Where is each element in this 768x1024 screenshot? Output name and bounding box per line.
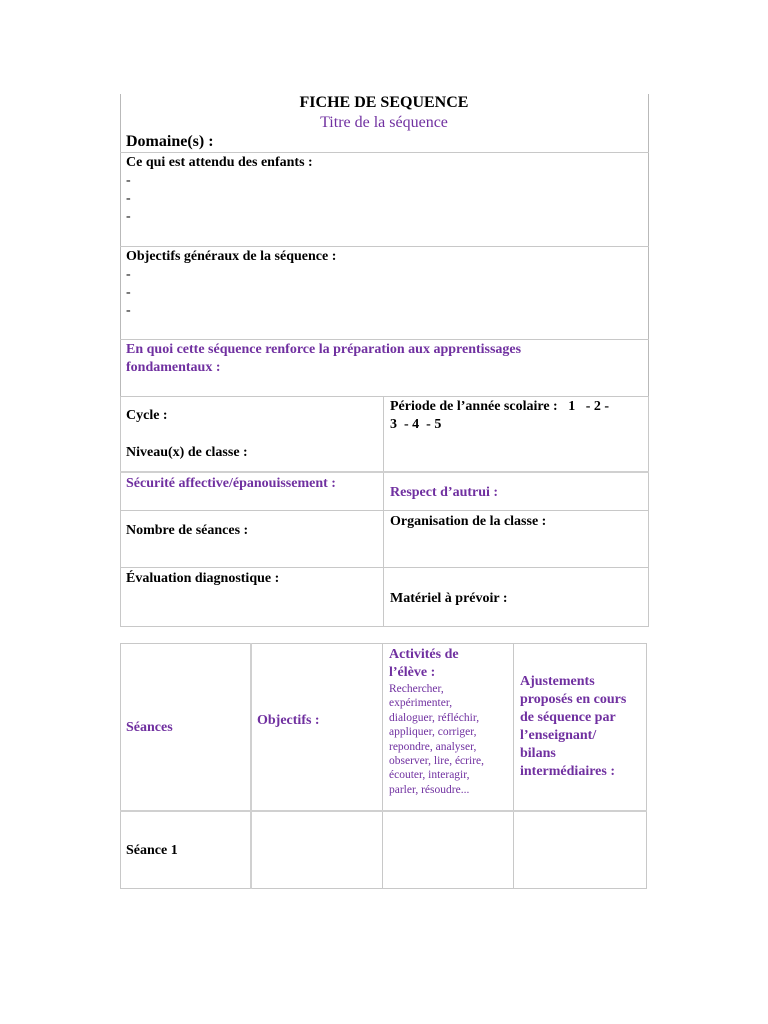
activite-item: appliquer, corriger, — [389, 726, 477, 739]
divider — [120, 152, 649, 153]
page-title: FICHE DE SEQUENCE — [299, 94, 469, 111]
col-header-ajustements — [520, 673, 644, 781]
periode-label: Période de l’année scolaire : 1 - 2 - — [390, 399, 610, 414]
col-header-seances: Séances — [126, 720, 173, 735]
frame-left-border — [120, 94, 121, 396]
activite-item: Rechercher, — [389, 683, 444, 695]
divider — [120, 339, 649, 340]
materiel-label: Matériel à prévoir : — [390, 591, 508, 606]
attendu-item: - — [126, 209, 131, 224]
ajustements-line: Ajustements — [520, 674, 595, 689]
ajustements-line: l’enseignant/ — [520, 728, 597, 743]
niveau-label: Niveau(x) de classe : — [126, 445, 248, 460]
activite-item: parler, résoudre... — [389, 783, 470, 796]
sequence-title: Titre de la séquence — [320, 114, 448, 131]
periode-values: 3 - 4 - 5 — [390, 417, 442, 432]
securite-label: Sécurité affective/épanouissement : — [126, 476, 336, 491]
ajustements-line: intermédiaires : — [520, 764, 615, 779]
cycle-label: Cycle : — [126, 408, 168, 423]
attendu-item: - — [126, 191, 131, 206]
activite-item: dialoguer, réfléchir, — [389, 711, 480, 724]
activite-item: observer, lire, écrire, — [389, 755, 484, 768]
frame-right-border — [648, 94, 649, 396]
domaine-label: Domaine(s) : — [126, 133, 214, 150]
renforce-label: En quoi cette séquence renforce la préparation aux apprentissages — [126, 342, 522, 357]
col-header-activites-cont: l’élève : — [389, 665, 436, 680]
divider — [120, 246, 649, 247]
objectifs-item: - — [126, 285, 131, 300]
seance-1-label: Séance 1 — [126, 843, 178, 858]
activite-item: expérimenter, — [389, 697, 453, 710]
evaluation-label: Évaluation diagnostique : — [126, 571, 280, 586]
col-header-activites: Activités de — [389, 647, 459, 662]
renforce-label-cont: fondamentaux : — [126, 360, 221, 375]
objectifs-item: - — [126, 303, 131, 318]
grid-divider-h — [120, 567, 649, 568]
activite-item: écouter, interagir, — [389, 769, 470, 782]
objectifs-item: - — [126, 267, 131, 282]
activite-item: repondre, analyser, — [389, 740, 477, 753]
ajustements-line: de séquence par — [520, 710, 616, 725]
info-grid — [120, 396, 649, 627]
objectifs-label: Objectifs généraux de la séquence : — [126, 249, 337, 264]
activites-list — [389, 682, 511, 797]
table-col-divider — [513, 643, 514, 889]
respect-label: Respect d’autrui : — [390, 485, 499, 500]
organisation-label: Organisation de la classe : — [390, 514, 547, 529]
grid-divider-v — [383, 396, 384, 627]
ajustements-line: proposés en cours — [520, 692, 627, 707]
col-header-objectifs: Objectifs : — [257, 713, 320, 728]
attendu-item: - — [126, 173, 131, 188]
grid-divider-h — [120, 510, 649, 511]
nombre-seances-label: Nombre de séances : — [126, 523, 249, 538]
table-col-divider — [250, 643, 252, 889]
table-row-divider — [120, 810, 647, 812]
table-col-divider — [382, 643, 383, 889]
attendu-label: Ce qui est attendu des enfants : — [126, 155, 313, 170]
grid-divider-h — [120, 471, 649, 473]
ajustements-line: bilans — [520, 746, 556, 761]
